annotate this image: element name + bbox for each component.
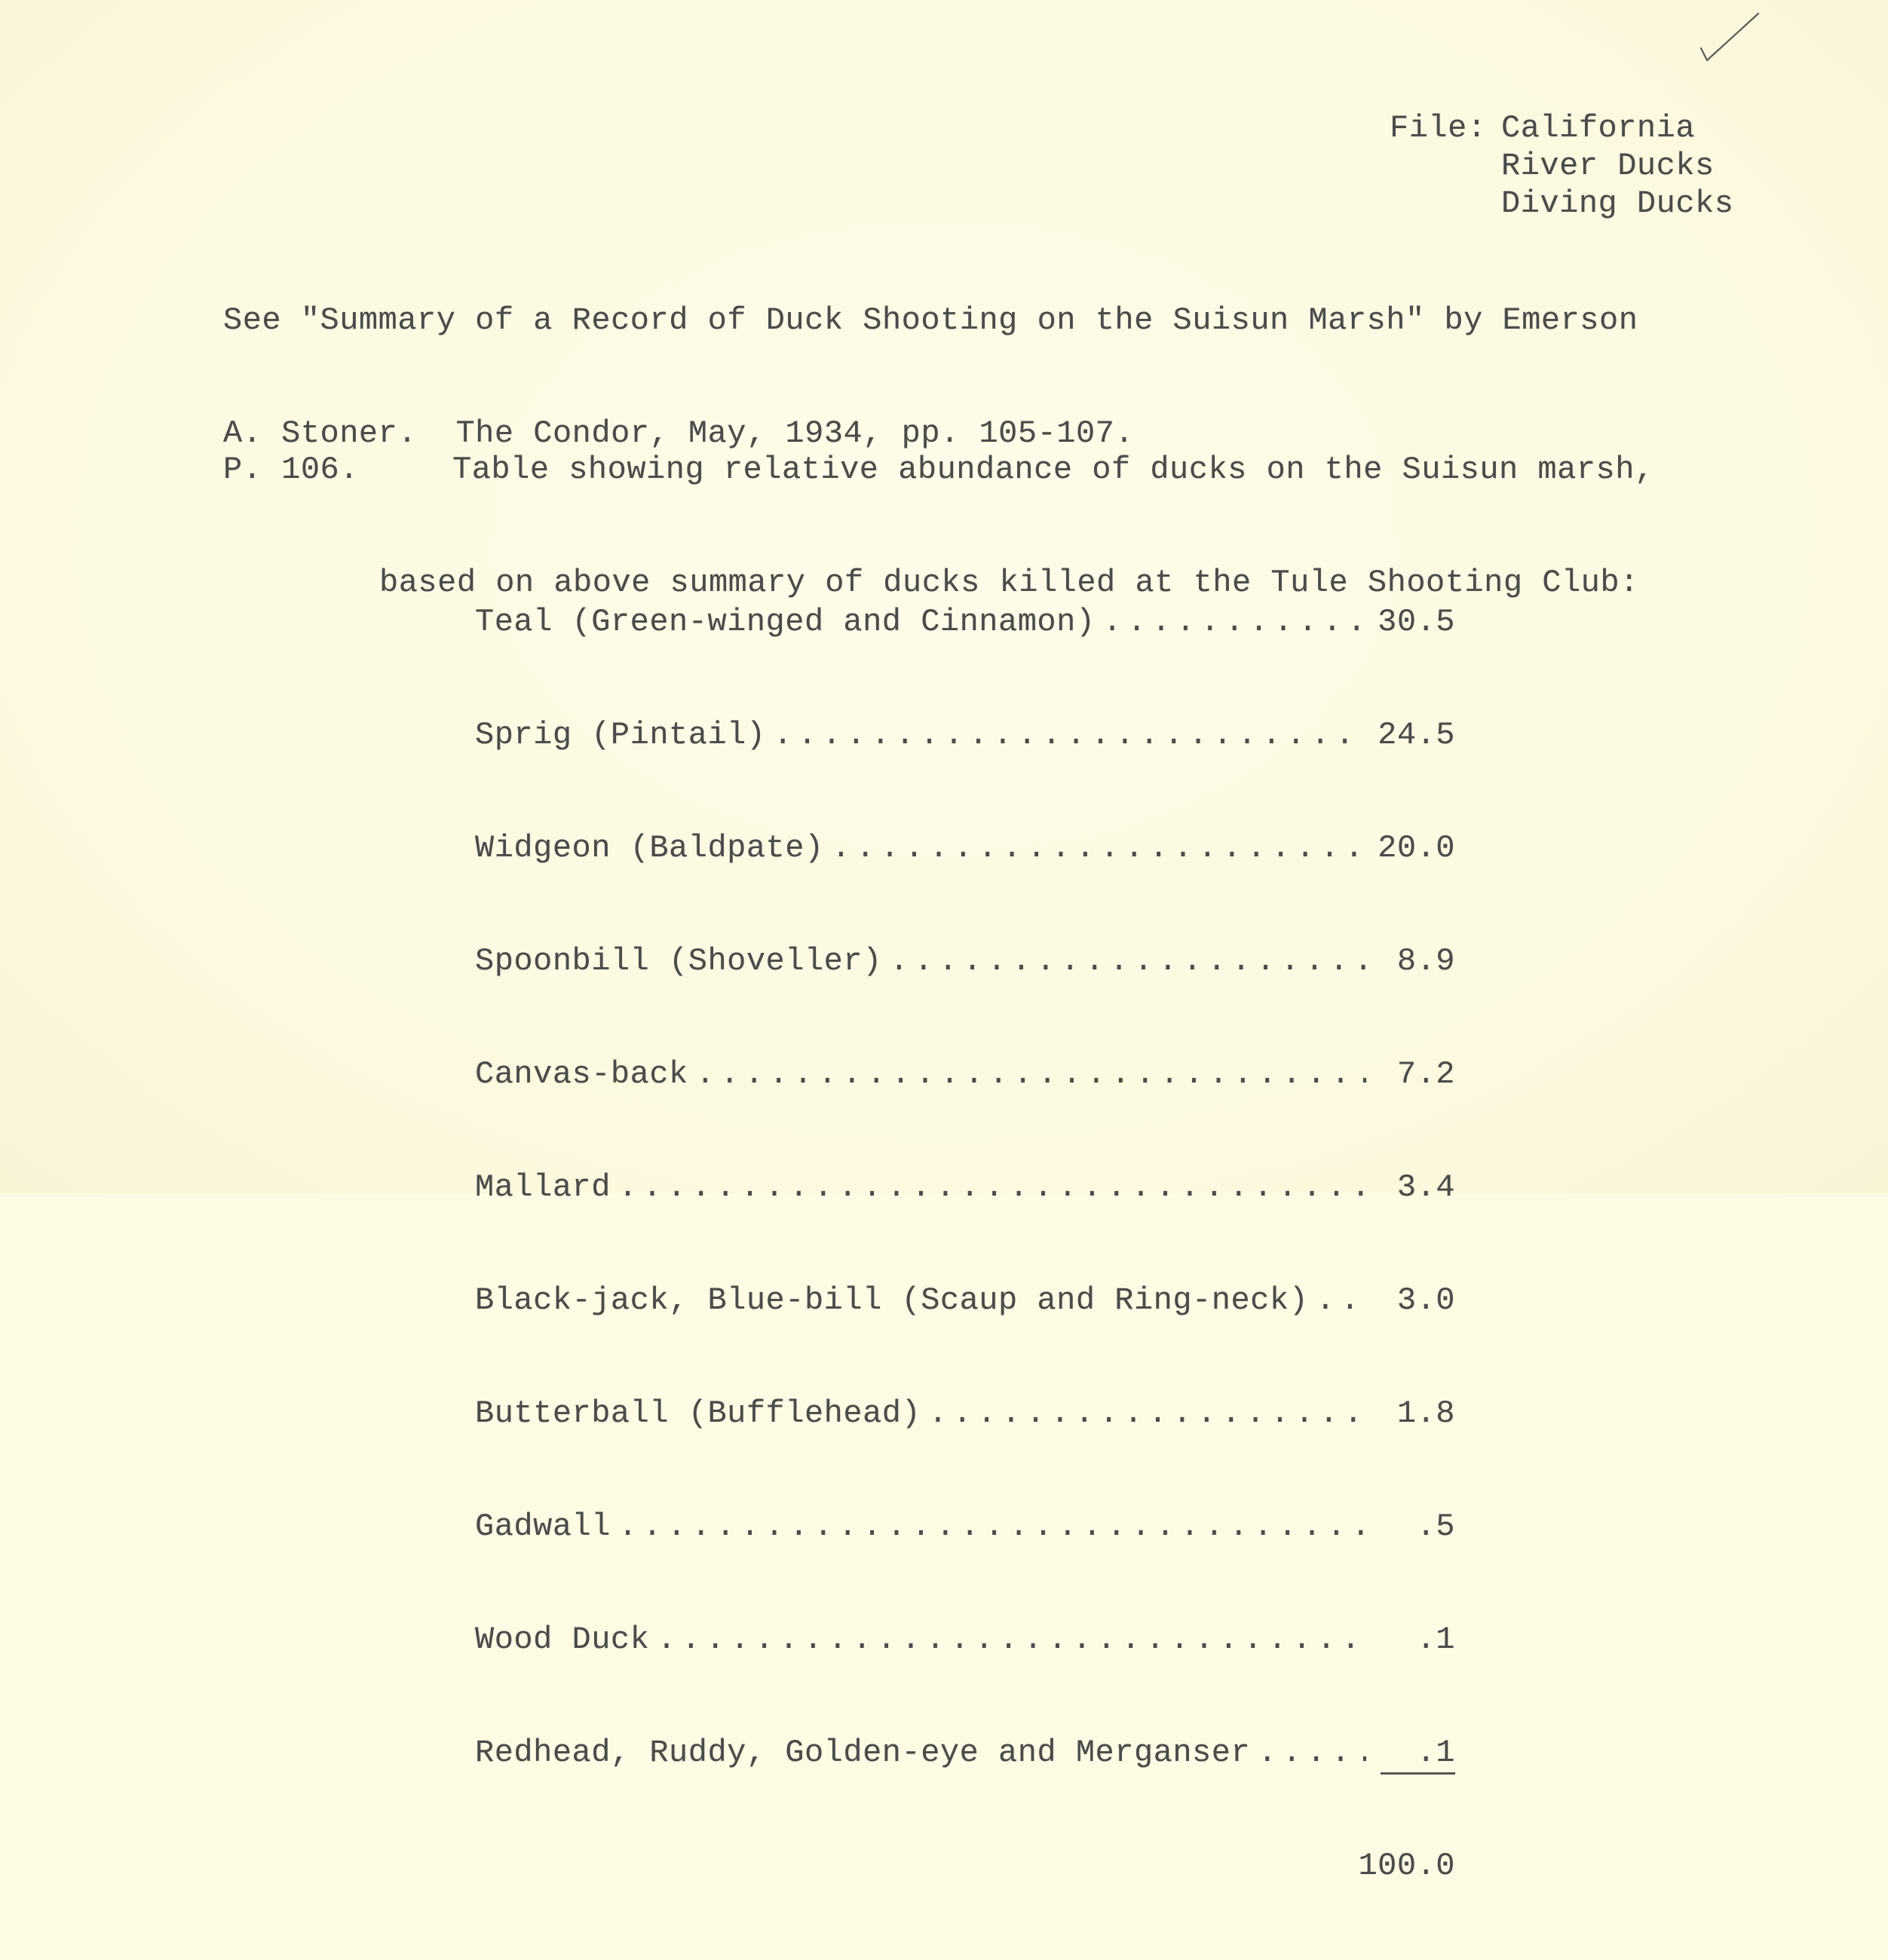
underlined-percent-value: .1 bbox=[1381, 1735, 1455, 1775]
dot-leader bbox=[1258, 1734, 1366, 1772]
dot-leader bbox=[1103, 603, 1366, 641]
percent-value: 3.4 bbox=[1396, 1169, 1455, 1205]
species-name: Butterball (Bufflehead) bbox=[475, 1395, 921, 1432]
dot-leader bbox=[890, 942, 1366, 980]
species-name: Sprig (Pintail) bbox=[475, 717, 766, 753]
table-row bbox=[475, 603, 1455, 641]
table-row bbox=[475, 716, 1455, 754]
table-row bbox=[475, 1395, 1455, 1432]
percent-value: 8.9 bbox=[1396, 943, 1455, 979]
total-value: 100.0 bbox=[1358, 1848, 1455, 1884]
table-row bbox=[475, 829, 1455, 867]
file-entry-california: California bbox=[1501, 110, 1696, 146]
percent-value: 30.5 bbox=[1378, 604, 1455, 640]
table-intro-line-1: Table showing relative abundance of ducks on the Suisun marsh, bbox=[452, 452, 1654, 488]
percent-value: 7.2 bbox=[1396, 1056, 1455, 1092]
percent-value: 3.0 bbox=[1396, 1282, 1455, 1318]
handwritten-check-mark bbox=[1698, 11, 1761, 71]
table-row bbox=[475, 1734, 1455, 1772]
dot-leader bbox=[1316, 1282, 1366, 1319]
table-row bbox=[475, 1508, 1455, 1545]
species-name: Wood Duck bbox=[475, 1622, 650, 1658]
citation-line-2: A. Stoner. The Condor, May, 1934, pp. 105-107. bbox=[223, 415, 1135, 452]
dot-leader bbox=[618, 1168, 1366, 1206]
table-row bbox=[475, 1055, 1455, 1093]
total-row bbox=[475, 1847, 1455, 1885]
percent-value: 1.8 bbox=[1396, 1395, 1455, 1432]
species-name: Black-jack, Blue-bill (Scaup and Ring-neck) bbox=[475, 1282, 1309, 1318]
percent-value: 20.0 bbox=[1378, 830, 1455, 866]
file-label: File: bbox=[1390, 110, 1487, 146]
dot-leader bbox=[928, 1395, 1366, 1432]
citation-line-1: See "Summary of a Record of Duck Shooting on the Suisun Marsh" by Emerson bbox=[223, 302, 1638, 338]
table-row bbox=[475, 1282, 1455, 1319]
table-row bbox=[475, 942, 1455, 980]
species-name: Spoonbill (Shoveller) bbox=[475, 943, 882, 979]
percent-value: .5 bbox=[1416, 1508, 1455, 1545]
table-row bbox=[475, 1621, 1455, 1658]
dot-leader bbox=[774, 716, 1366, 754]
dot-leader bbox=[696, 1055, 1366, 1093]
file-entry-river-ducks: River Ducks bbox=[1501, 148, 1715, 184]
species-name: Teal (Green-winged and Cinnamon) bbox=[475, 604, 1096, 640]
page-reference: P. 106. bbox=[223, 452, 359, 488]
dot-leader bbox=[832, 829, 1366, 867]
duck-abundance-table bbox=[475, 528, 1455, 1960]
table-row bbox=[475, 1168, 1455, 1206]
percent-value: .1 bbox=[1416, 1622, 1455, 1658]
file-entries bbox=[1501, 109, 1733, 222]
percent-value: 24.5 bbox=[1378, 717, 1455, 753]
species-name: Gadwall bbox=[475, 1508, 611, 1545]
species-name: Canvas-back bbox=[475, 1056, 688, 1092]
table-intro-line-2: based on above summary of ducks killed at the Tule Shooting Club: bbox=[379, 565, 1639, 601]
file-entry-diving-ducks: Diving Ducks bbox=[1501, 185, 1734, 222]
percent-value bbox=[1371, 1734, 1455, 1772]
species-name: Mallard bbox=[475, 1169, 611, 1205]
species-name: Widgeon (Baldpate) bbox=[475, 830, 824, 866]
dot-leader bbox=[618, 1508, 1366, 1545]
dot-leader bbox=[657, 1621, 1366, 1658]
species-name: Redhead, Ruddy, Golden-eye and Merganser bbox=[475, 1735, 1251, 1771]
